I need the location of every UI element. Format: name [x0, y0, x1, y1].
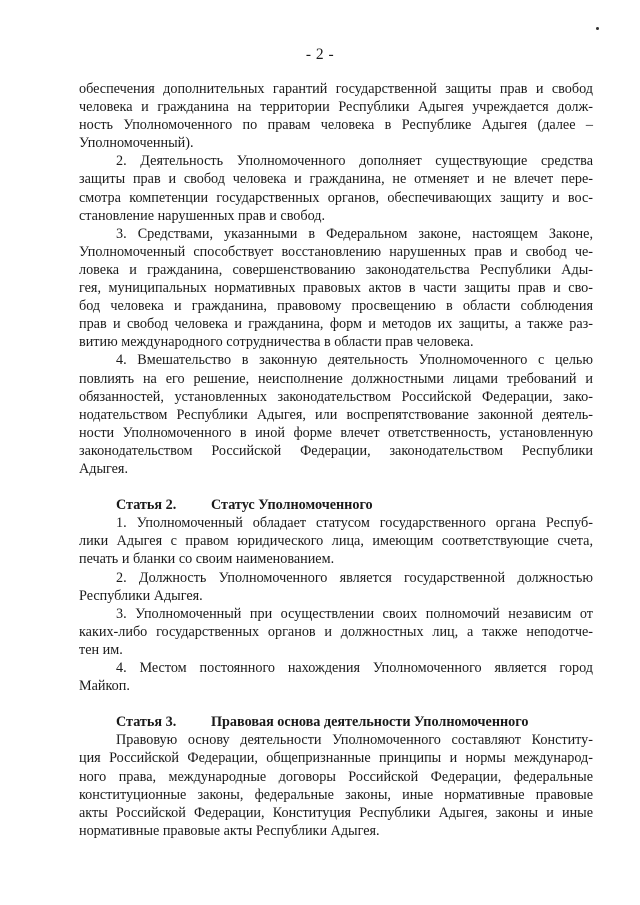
article-2-heading — [79, 496, 593, 514]
paragraph — [79, 225, 593, 352]
text-line: ного права, международные договоры Российской Федерации, федеральные — [79, 768, 593, 785]
article-3-number: Статья 3. — [116, 714, 177, 731]
paragraph — [79, 605, 593, 659]
text-line: смотра компетенции государственных органов, обеспечивающих защиту и вос- — [79, 189, 593, 206]
paragraph — [79, 152, 593, 224]
article-2-title: Статус Уполномоченного — [211, 497, 373, 514]
article-3-heading — [79, 713, 593, 731]
text-line: обеспечения дополнительных гарантий государственной защиты прав и свобод — [79, 81, 593, 97]
text-line: Уполномоченный). — [79, 135, 194, 152]
text-line: обязанностей, установленных законодательством Российской Федерации, зако- — [79, 388, 593, 405]
article-2-number: Статья 2. — [116, 497, 177, 514]
text-line: конституционные законы, федеральные законы, иные нормативные правовые — [79, 786, 593, 803]
article-3-body — [79, 731, 593, 840]
paragraph — [79, 80, 593, 152]
text-line: печать и бланки со своим наименованием. — [79, 551, 335, 568]
text-line: Уполномоченный способствует восстановлению нарушенных прав и свобод че- — [79, 243, 593, 260]
text-line: человека и гражданина на территории Республики Адыгея учреждается долж- — [79, 99, 593, 116]
text-line: нодательством Республики Адыгея, или воспрепятствование законной деятель- — [79, 406, 593, 423]
text-line: законодательством Российской Федерации, законодательством Республики — [79, 442, 593, 459]
article-3-title: Правовая основа деятельности Уполномоченного — [211, 714, 529, 731]
text-line: ность Уполномоченного по правам человека в Республике Адыгея (далее – — [79, 117, 593, 134]
text-line: бод человека и гражданина, правовому просвещению в области соблюдения — [79, 298, 593, 315]
article-2-body — [79, 514, 593, 695]
text-line: 3. Средствами, указанными в Федеральном законе, настоящем Законе, — [116, 225, 593, 242]
text-line: прав и свобод человека и гражданина, форм и методов их защиты, а также раз- — [79, 316, 593, 333]
document-body — [79, 80, 593, 840]
text-line: становление нарушенных прав и свобод. — [79, 207, 326, 224]
text-line: 3. Уполномоченный при осуществлении своих полномочий независим от — [116, 605, 593, 622]
text-line: Правовую основу деятельности Уполномоченного составляют Конститу- — [116, 732, 593, 749]
intro-paragraphs — [79, 80, 593, 478]
paragraph — [79, 351, 593, 478]
text-line: гея, муниципальных нормативных правовых актов в части защиты прав и сво- — [79, 280, 593, 297]
text-line: ция Российской Федерации, общепризнанные принципы и нормы международ- — [79, 750, 593, 767]
page-number: - 2 - — [305, 46, 335, 63]
text-line: 1. Уполномоченный обладает статусом государственного органа Респуб- — [116, 515, 593, 532]
text-line: 4. Вмешательство в законную деятельность Уполномоченного с целью — [116, 352, 593, 369]
text-line: 2. Деятельность Уполномоченного дополняет существующие средства — [116, 153, 593, 170]
spacer — [79, 695, 593, 713]
text-line: акты Российской Федерации, Конституция Республики Адыгея, законы и иные — [79, 804, 593, 821]
text-line: защиты прав и свобод человека и гражданина, не отменяет и не влечет пере- — [79, 171, 593, 188]
text-line: 4. Местом постоянного нахождения Уполномоченного является город — [116, 660, 593, 676]
text-line: каких-либо государственных органов и должностных лиц, а также неподотче- — [79, 623, 593, 640]
text-line: Майкоп. — [79, 678, 130, 695]
text-line: ловека и гражданина, совершенствованию законодательства Республики Ады- — [79, 261, 593, 278]
paragraph — [79, 731, 593, 840]
text-line: Республики Адыгея. — [79, 587, 203, 604]
spacer — [79, 478, 593, 496]
text-line: 2. Должность Уполномоченного является государственной должностью — [116, 569, 593, 586]
text-line: Адыгея. — [79, 460, 128, 477]
text-line: тен им. — [79, 641, 123, 658]
paragraph — [79, 514, 593, 568]
text-line: повлиять на его решение, неисполнение должностными лицами требований и — [79, 370, 593, 387]
scan-speck — [596, 27, 599, 30]
paragraph — [79, 659, 593, 695]
text-line: нормативные правовые акты Республики Адыгея. — [79, 822, 380, 839]
paragraph — [79, 569, 593, 605]
text-line: ности Уполномоченного в иной форме влечет ответственность, установленную — [79, 424, 593, 441]
text-line: лики Адыгея с правом юридического лица, имеющим соответствующие счета, — [79, 533, 593, 550]
text-line: витию международного сотрудничества в области прав человека. — [79, 334, 474, 351]
